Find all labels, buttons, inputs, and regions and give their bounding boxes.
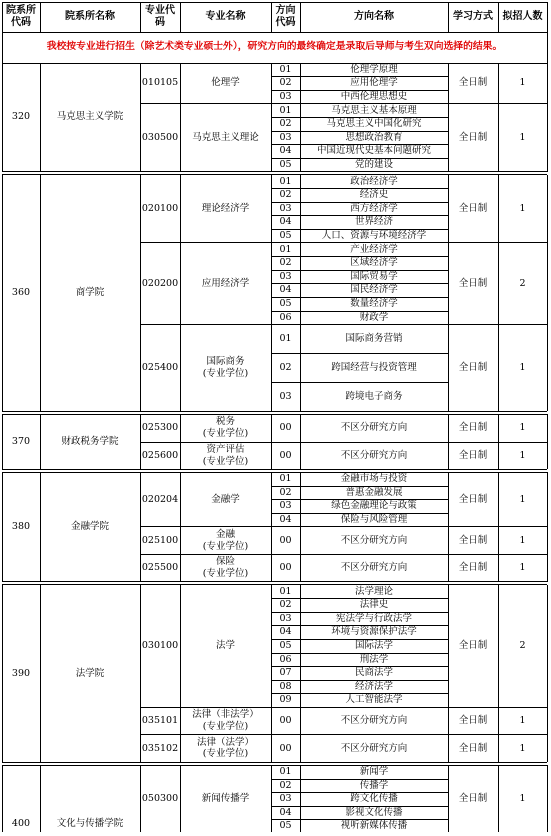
direction-code: 02 — [279, 118, 292, 130]
direction-name: 区域经济学 — [350, 257, 398, 269]
grid-hline — [2, 581, 547, 582]
grid-hline — [271, 612, 448, 613]
grid-hline — [2, 32, 547, 33]
grid-vline — [300, 472, 301, 581]
major-name: 应用经济学 — [201, 277, 250, 289]
direction-code: 02 — [279, 486, 292, 498]
grid-hline — [140, 442, 547, 443]
grid-vline — [498, 585, 499, 762]
study-mode: 全日制 — [458, 562, 488, 574]
major-name: 马克思主义理论 — [192, 131, 259, 143]
grid-hline — [271, 680, 448, 681]
direction-name: 传播学 — [359, 779, 389, 791]
department-name: 马克思主义学院 — [56, 111, 124, 123]
major-code: 050300 — [141, 793, 179, 805]
header-dept-name: 院系所名称 — [65, 10, 115, 22]
direction-name: 金融市场与投资 — [340, 473, 408, 485]
grid-vline — [180, 175, 181, 412]
grid-vline — [547, 765, 548, 832]
direction-code: 05 — [279, 230, 292, 242]
direction-code: 02 — [279, 257, 292, 269]
grid-hline — [271, 229, 448, 230]
grid-hline — [271, 256, 448, 257]
direction-name: 马克思主义基本原理 — [331, 104, 417, 116]
header-quota: 拟招人数 — [502, 10, 543, 22]
direction-name: 国际商务营销 — [345, 332, 403, 344]
quota: 1 — [519, 562, 526, 574]
grid-hline — [2, 63, 547, 64]
direction-name: 国民经济学 — [350, 284, 398, 296]
grid-vline — [140, 175, 141, 412]
direction-code: 01 — [279, 175, 292, 187]
study-mode: 全日制 — [458, 640, 488, 652]
grid-hline — [140, 554, 547, 555]
grid-vline — [547, 414, 548, 469]
direction-code: 04 — [279, 216, 292, 228]
direction-code: 00 — [279, 449, 292, 461]
direction-name: 不区分研究方向 — [340, 562, 408, 574]
department-name: 金融学院 — [70, 521, 109, 533]
major-name: 新闻传播学 — [201, 793, 250, 805]
grid-vline — [271, 63, 272, 172]
grid-hline — [271, 76, 448, 77]
quota: 1 — [519, 422, 526, 434]
department-name: 财政税务学院 — [61, 435, 119, 447]
major-code: 010105 — [141, 77, 179, 89]
grid-vline — [180, 472, 181, 581]
major-code: 020204 — [141, 493, 179, 505]
grid-vline — [271, 2, 272, 32]
direction-name: 不区分研究方向 — [340, 422, 408, 434]
grid-vline — [140, 585, 141, 762]
major-code: 030100 — [141, 640, 179, 652]
grid-vline — [448, 585, 449, 762]
major-name: 理论经济学 — [201, 202, 250, 214]
direction-name: 伦理学原理 — [350, 63, 398, 75]
grid-hline — [271, 653, 448, 654]
direction-code: 04 — [279, 145, 292, 157]
direction-code: 04 — [279, 806, 292, 818]
direction-code: 00 — [279, 562, 292, 574]
direction-code: 05 — [279, 159, 292, 171]
major-name: 保险 (专业学位) — [202, 556, 249, 580]
direction-code: 00 — [279, 422, 292, 434]
direction-name: 政治经济学 — [350, 175, 398, 187]
grid-hline — [2, 2, 547, 3]
direction-code: 03 — [279, 202, 292, 214]
grid-vline — [271, 414, 272, 469]
direction-name: 跨国经营与投资管理 — [331, 361, 417, 373]
grid-hline — [271, 117, 448, 118]
direction-code: 04 — [279, 626, 292, 638]
major-code: 025300 — [141, 422, 179, 434]
major-name: 伦理学 — [211, 77, 240, 89]
department-code: 390 — [11, 667, 31, 679]
quota: 1 — [519, 493, 526, 505]
direction-code: 03 — [279, 270, 292, 282]
grid-hline — [271, 131, 448, 132]
direction-name: 跨文化传播 — [350, 793, 398, 805]
grid-hline — [2, 411, 547, 412]
direction-code: 00 — [279, 534, 292, 546]
grid-vline — [2, 32, 3, 63]
study-mode: 全日制 — [458, 742, 488, 754]
grid-vline — [271, 765, 272, 832]
quota: 1 — [519, 131, 526, 143]
grid-vline — [2, 175, 3, 412]
grid-hline — [2, 762, 547, 763]
grid-vline — [498, 2, 499, 32]
direction-code: 06 — [279, 653, 292, 665]
direction-name: 产业经济学 — [350, 243, 398, 255]
header-major-name: 专业名称 — [205, 10, 246, 22]
direction-code: 05 — [279, 298, 292, 310]
grid-vline — [300, 63, 301, 172]
direction-code: 00 — [279, 715, 292, 726]
grid-vline — [448, 765, 449, 832]
grid-vline — [2, 414, 3, 469]
major-code: 020200 — [141, 277, 179, 289]
grid-hline — [271, 513, 448, 514]
direction-code: 00 — [279, 742, 292, 754]
major-name: 金融 (专业学位) — [202, 528, 249, 552]
direction-code: 01 — [279, 243, 292, 255]
direction-name: 国际法学 — [354, 640, 393, 652]
grid-vline — [180, 765, 181, 832]
direction-name: 人口、资源与环境经济学 — [321, 230, 427, 242]
grid-hline — [271, 144, 448, 145]
grid-hline — [271, 625, 448, 626]
direction-name: 影视文化传播 — [345, 806, 403, 818]
grid-hline — [271, 598, 448, 599]
grid-vline — [547, 2, 548, 32]
study-mode: 全日制 — [458, 202, 488, 214]
grid-vline — [300, 585, 301, 762]
direction-name: 人工智能法学 — [345, 694, 403, 706]
study-mode: 全日制 — [458, 361, 488, 373]
quota: 1 — [519, 793, 526, 805]
direction-name: 不区分研究方向 — [340, 449, 408, 461]
major-name: 法律（非法学） (专业学位) — [192, 709, 259, 732]
grid-hline — [271, 202, 448, 203]
study-mode: 全日制 — [458, 449, 488, 461]
direction-code: 05 — [279, 820, 292, 832]
department-code: 360 — [11, 287, 31, 299]
grid-hline — [140, 707, 547, 708]
direction-code: 03 — [279, 390, 292, 402]
quota: 2 — [519, 277, 526, 289]
direction-name: 党的建设 — [354, 159, 393, 171]
notice-text: 我校按专业进行招生（除艺术类专业硕士外），研究方向的最终确定是录取后导师与考生双向选择的结果。 — [46, 41, 503, 53]
grid-vline — [40, 175, 41, 412]
major-code: 025400 — [141, 361, 179, 373]
grid-hline — [271, 158, 448, 159]
study-mode: 全日制 — [458, 422, 488, 434]
grid-vline — [180, 414, 181, 469]
direction-name: 法律史 — [359, 599, 389, 611]
direction-name: 应用伦理学 — [350, 77, 398, 89]
direction-code: 01 — [279, 473, 292, 485]
grid-vline — [271, 585, 272, 762]
direction-code: 01 — [279, 63, 292, 75]
study-mode: 全日制 — [458, 534, 488, 546]
grid-hline — [271, 486, 448, 487]
grid-hline — [271, 693, 448, 694]
grid-hline — [140, 324, 547, 325]
grid-vline — [448, 63, 449, 172]
grid-vline — [2, 765, 3, 832]
grid-hline — [140, 526, 547, 527]
major-code: 035101 — [141, 715, 179, 726]
grid-vline — [140, 63, 141, 172]
direction-name: 世界经济 — [354, 216, 393, 228]
direction-name: 思想政治教育 — [345, 131, 403, 143]
direction-code: 02 — [279, 779, 292, 791]
direction-name: 西方经济学 — [350, 202, 398, 214]
grid-vline — [140, 414, 141, 469]
study-mode: 全日制 — [458, 715, 488, 726]
grid-vline — [271, 175, 272, 412]
grid-vline — [2, 63, 3, 172]
major-code: 020100 — [141, 202, 179, 214]
grid-vline — [547, 63, 548, 172]
major-name: 资产评估 (专业学位) — [202, 443, 249, 467]
grid-vline — [448, 175, 449, 412]
direction-code: 02 — [279, 361, 292, 373]
direction-name: 马克思主义中国化研究 — [326, 118, 422, 130]
grid-hline — [271, 779, 448, 780]
direction-code: 08 — [279, 680, 292, 692]
direction-code: 02 — [279, 189, 292, 201]
direction-name: 普惠金融发展 — [345, 486, 403, 498]
grid-hline — [271, 270, 448, 271]
grid-vline — [300, 175, 301, 412]
grid-vline — [498, 63, 499, 172]
grid-hline — [2, 414, 547, 415]
direction-code: 09 — [279, 694, 292, 706]
grid-hline — [271, 188, 448, 189]
grid-hline — [2, 174, 547, 175]
grid-vline — [140, 2, 141, 32]
grid-vline — [448, 414, 449, 469]
grid-hline — [140, 242, 547, 243]
grid-vline — [448, 2, 449, 32]
study-mode: 全日制 — [458, 277, 488, 289]
header-direction-name: 方向名称 — [354, 10, 394, 22]
grid-hline — [2, 469, 547, 470]
major-name: 法律（法学） (专业学位) — [196, 736, 254, 760]
direction-name: 宪法学与行政法学 — [335, 612, 412, 624]
grid-vline — [180, 63, 181, 172]
grid-vline — [448, 472, 449, 581]
direction-code: 03 — [279, 793, 292, 805]
grid-hline — [271, 639, 448, 640]
grid-vline — [40, 765, 41, 832]
grid-hline — [2, 765, 547, 766]
quota: 1 — [519, 449, 526, 461]
direction-name: 法学理论 — [354, 585, 393, 597]
department-code: 380 — [11, 521, 31, 533]
direction-name: 不区分研究方向 — [340, 742, 408, 754]
grid-hline — [271, 215, 448, 216]
direction-name: 不区分研究方向 — [340, 534, 408, 546]
quota: 2 — [519, 640, 526, 652]
grid-vline — [271, 472, 272, 581]
grid-vline — [180, 585, 181, 762]
direction-code: 01 — [279, 585, 292, 597]
quota: 1 — [519, 361, 526, 373]
grid-vline — [140, 472, 141, 581]
grid-vline — [498, 765, 499, 832]
grid-vline — [300, 2, 301, 32]
grid-hline — [271, 819, 448, 820]
direction-name: 中国近现代史基本问题研究 — [316, 145, 431, 157]
direction-name: 民商法学 — [354, 667, 393, 679]
grid-vline — [2, 585, 3, 762]
direction-name: 国际贸易学 — [350, 270, 398, 282]
grid-vline — [40, 2, 41, 32]
quota: 1 — [519, 742, 526, 754]
direction-code: 03 — [279, 131, 292, 143]
direction-code: 03 — [279, 500, 292, 512]
department-name: 法学院 — [75, 667, 105, 679]
grid-hline — [271, 353, 448, 354]
direction-code: 03 — [279, 91, 292, 103]
direction-code: 03 — [279, 612, 292, 624]
direction-code: 07 — [279, 667, 292, 679]
direction-name: 跨境电子商务 — [345, 390, 403, 402]
direction-name: 环境与资源保护法学 — [331, 626, 417, 638]
grid-hline — [140, 734, 547, 735]
grid-hline — [2, 472, 547, 473]
grid-vline — [140, 765, 141, 832]
direction-name: 数量经济学 — [350, 298, 398, 310]
quota: 1 — [519, 534, 526, 546]
major-name: 税务 (专业学位) — [202, 416, 249, 440]
direction-code: 04 — [279, 514, 292, 526]
grid-hline — [271, 499, 448, 500]
grid-vline — [40, 585, 41, 762]
direction-code: 04 — [279, 284, 292, 296]
grid-vline — [2, 472, 3, 581]
direction-name: 新闻学 — [359, 766, 389, 778]
grid-hline — [271, 806, 448, 807]
department-code: 370 — [11, 435, 31, 447]
grid-vline — [40, 63, 41, 172]
grid-vline — [547, 472, 548, 581]
direction-name: 中西伦理思想史 — [340, 91, 408, 103]
major-code: 030500 — [141, 131, 179, 143]
quota: 1 — [519, 715, 526, 726]
grid-vline — [498, 175, 499, 412]
direction-code: 01 — [279, 332, 292, 344]
direction-code: 06 — [279, 311, 292, 323]
grid-vline — [2, 2, 3, 32]
grid-vline — [40, 414, 41, 469]
grid-vline — [180, 2, 181, 32]
direction-code: 02 — [279, 77, 292, 89]
direction-name: 刑法学 — [359, 653, 389, 665]
major-code: 025500 — [141, 562, 179, 574]
grid-hline — [140, 103, 547, 104]
grid-hline — [2, 171, 547, 172]
direction-name: 经济史 — [359, 189, 389, 201]
direction-name: 财政学 — [359, 311, 389, 323]
major-name: 国际商务 (专业学位) — [202, 356, 249, 379]
study-mode: 全日制 — [458, 77, 488, 89]
major-name: 金融学 — [211, 493, 240, 505]
grid-vline — [498, 414, 499, 469]
grid-hline — [2, 584, 547, 585]
direction-name: 视听新媒体传播 — [340, 820, 408, 832]
major-code: 025100 — [141, 534, 179, 546]
direction-code: 01 — [279, 104, 292, 116]
quota: 1 — [519, 202, 526, 214]
department-name: 文化与传播学院 — [56, 818, 124, 830]
quota: 1 — [519, 77, 526, 89]
grid-vline — [547, 585, 548, 762]
grid-vline — [498, 472, 499, 581]
direction-code: 02 — [279, 599, 292, 611]
department-code: 400 — [11, 818, 31, 830]
direction-name: 绿色金融理论与政策 — [331, 500, 417, 512]
header-major-code: 专业代 码 — [145, 4, 175, 28]
grid-vline — [300, 765, 301, 832]
major-code: 035102 — [141, 742, 179, 754]
grid-hline — [271, 311, 448, 312]
grid-vline — [547, 175, 548, 412]
header-direction-code: 方向 代码 — [275, 4, 296, 28]
study-mode: 全日制 — [458, 131, 488, 143]
grid-vline — [547, 32, 548, 63]
header-study-mode: 学习方式 — [453, 10, 493, 22]
department-name: 商学院 — [75, 287, 105, 299]
direction-code: 05 — [279, 640, 292, 652]
study-mode: 全日制 — [458, 793, 488, 805]
direction-code: 01 — [279, 766, 292, 778]
grid-hline — [271, 382, 448, 383]
grid-hline — [271, 297, 448, 298]
header-dept-code: 院系所 代码 — [6, 4, 36, 28]
grid-hline — [271, 666, 448, 667]
enrollment-table — [2, 2, 547, 832]
grid-vline — [40, 472, 41, 581]
grid-hline — [271, 792, 448, 793]
grid-vline — [300, 414, 301, 469]
study-mode: 全日制 — [458, 493, 488, 505]
direction-name: 保险与风险管理 — [340, 514, 408, 526]
grid-hline — [271, 90, 448, 91]
grid-hline — [271, 283, 448, 284]
major-name: 法学 — [215, 640, 235, 652]
major-code: 025600 — [141, 449, 179, 461]
direction-name: 经济法学 — [354, 680, 393, 692]
department-code: 320 — [11, 111, 31, 123]
direction-name: 不区分研究方向 — [340, 715, 408, 726]
